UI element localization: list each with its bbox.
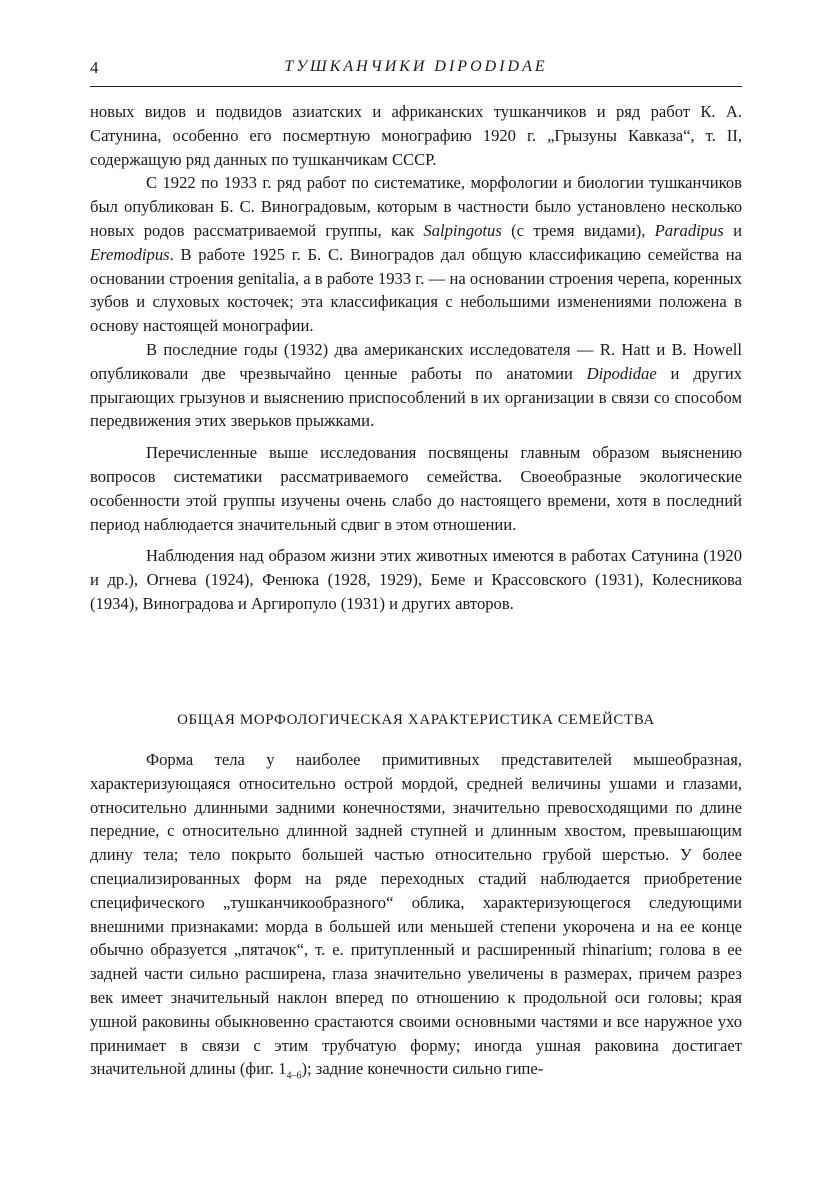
section-heading: ОБЩАЯ МОРФОЛОГИЧЕСКАЯ ХАРАКТЕРИСТИКА СЕМЕЙСТВА [177,712,655,728]
page-header [90,58,742,87]
paragraph-vinogradov: С 1922 по 1933 г. ряд работ по систематике, морфологии и биологии тушканчиков был опубликован Б. С. Виноградовым, которым в частности было установлено несколько новых родов рассматриваемой группы, как Salpingotus (с тремя видами), Paradipus и Eremodipus. В работе 1925 г. Б. С. Виноградов дал общую классификацию семейства на основании строения genitalia, а в работе 1933 г. — на основании строения черепа, коренных зубов и слуховых косточек; эта классификация с небольшими изменениями положена в основу настоящей монографии. [90,173,742,336]
intro-text-block [90,100,742,616]
paragraph-research-summary: Перечисленные выше исследования посвящены главным образом выяснению вопросов систематики рассматриваемого семейства. Своеобразные экологические особенности этой группы изучены очень слабо до настоящего времени, хотя в последний период наблюдается значительный сдвиг в этом отношении. [90,443,742,534]
figure-subscript: 4–6 [286,1070,302,1082]
paragraph-observations: Наблюдения над образом жизни этих животных имеются в работах Сатунина (1920 и др.), Огнева (1924), Фенюка (1928, 1929), Беме и Крассовского (1931), Колесникова (1934), Виноградова и Аргиропуло (1931) и других авторов. [90,546,742,613]
paragraph-continued: новых видов и подвидов азиатских и африканских тушканчиков и ряд работ К. А. Сатунина, особенно его посмертную монографию 1920 г. „Грызуны Кавказа“, т. II, содержащую ряд данных по тушканчикам СССР. [90,102,742,169]
family-dipodidae: Dipodidae [586,363,657,383]
genus-salpingotus: Salpingotus [423,220,502,240]
morphology-text-block [90,748,742,1088]
paragraph-american-researchers: В последние годы (1932) два американских исследователя — R. Hatt и B. Howell опубликовали две чрезвычайно ценные работы по анатомии Dipodidae и других прыгающих грызунов и выяснению приспособлений в их организации в связи со способом передвижения этих зверьков прыжками. [90,339,742,431]
running-title: ТУШКАНЧИКИ DIPODIDAE [284,58,548,75]
genus-paradipus: Paradipus [654,220,724,240]
page-number: 4 [90,58,99,77]
genus-eremodipus: Eremodipus [90,244,170,264]
paragraph-body-form: Форма тела у наиболее примитивных представителей мышеобразная, характеризующаяся относительно острой мордой, средней величины ушами и глазами, относительно длинными задними конечностями, значительно превосходящими по длине передние, с относительно длинной задней ступней и длинным хвостом, превышающим длину тела; тело покрыто большей частью относительно грубой шерстью. У более специализированных форм на ряде переходных стадий наблюдается приобретение специфического „тушканчикообразного“ облика, характеризующегося следующими внешними признаками: морда в большей или меньшей степени укорочена и на ее конце обычно образуется „пятачок“, т. е. притупленный и расширенный rhinarium; голова в ее задней части сильно расширена, глаза значительно увеличены в размерах, причем разрез век имеет значительный наклон вперед по отношению к продольной оси головы; края ушной раковины обыкновенно срастаются своими основными частями и все наружное ухо принимает в связи с этим трубчатую форму; иногда ушная раковина достигает значительной длины (фиг. $1_{4-6}$); задние конечности сильно гипе- [90,750,742,1082]
